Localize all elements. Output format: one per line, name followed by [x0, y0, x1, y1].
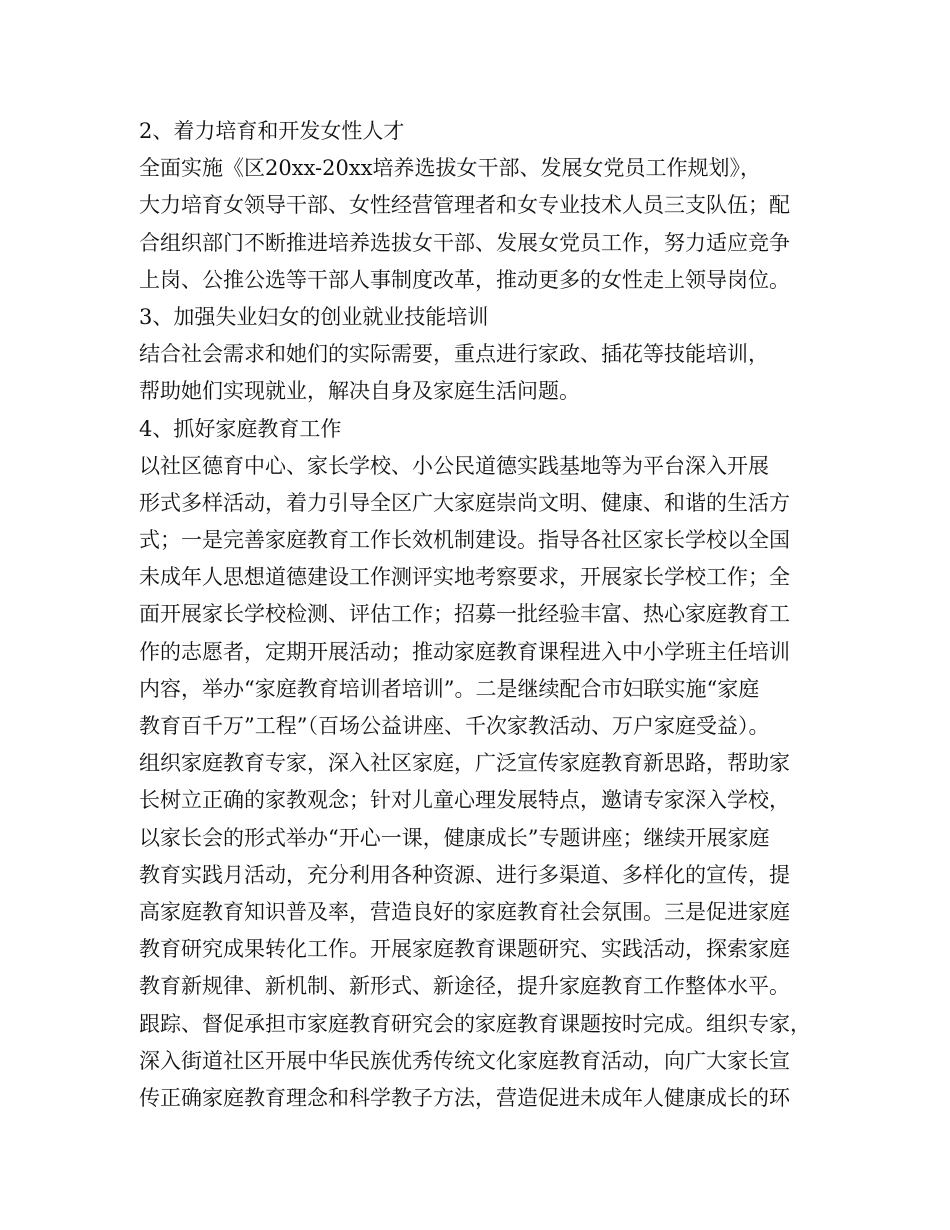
paragraph-line: 形式多样活动，着力引导全区广大家庭崇尚文明、健康、和谐的生活方	[139, 490, 790, 515]
paragraph-line: 上岗、公推公选等干部人事制度改革，推动更多的女性走上领导岗位。	[139, 267, 790, 292]
paragraph-line: 教育新规律、新机制、新形式、新途径，提升家庭教育工作整体水平。	[139, 974, 790, 999]
section-heading-2: 2、着力培育和开发女性人才	[139, 119, 405, 143]
paragraph-line: 深入街道社区开展中华民族优秀传统文化家庭教育活动，向广大家长宣	[139, 1048, 790, 1073]
paragraph-line: 教育百千万”工程”（百场公益讲座、千次家教活动、万户家庭受益）。	[139, 714, 770, 738]
paragraph-line: 帮助她们实现就业，解决自身及家庭生活问题。	[139, 379, 580, 404]
paragraph-line: 面开展家长学校检测、评估工作；招募一批经验丰富、热心家庭教育工	[139, 602, 790, 627]
paragraph-line: 结合社会需求和她们的实际需要，重点进行家政、插花等技能培训，	[139, 342, 769, 367]
paragraph-line: 合组织部门不断推进培养选拔女干部、发展女党员工作，努力适应竞争	[139, 230, 790, 255]
paragraph-line: 传正确家庭教育理念和科学教子方法，营造促进未成年人健康成长的环	[139, 1085, 790, 1110]
paragraph-line: 跟踪、督促承担市家庭教育研究会的家庭教育课题按时完成。组织专家，	[139, 1011, 811, 1036]
paragraph-line: 未成年人思想道德建设工作测评实地考察要求，开展家长学校工作；全	[139, 565, 790, 590]
paragraph-line: 组织家庭教育专家，深入社区家庭，广泛宣传家庭教育新思路，帮助家	[139, 751, 790, 776]
paragraph-line: 全面实施《区20xx-20xx培养选拔女干部、发展女党员工作规划》，	[139, 156, 762, 181]
paragraph-line: 以社区德育中心、家长学校、小公民道德实践基地等为平台深入开展	[139, 453, 769, 478]
paragraph-line: 内容，举办“家庭教育培训者培训”。二是继续配合市妇联实施“家庭	[139, 676, 760, 701]
paragraph-line: 作的志愿者，定期开展活动；推动家庭教育课程进入中小学班主任培训	[139, 639, 790, 664]
document-body	[139, 113, 829, 1117]
paragraph-line: 大力培育女领导干部、女性经营管理者和女专业技术人员三支队伍；配	[139, 193, 790, 218]
paragraph-line: 高家庭教育知识普及率，营造良好的家庭教育社会氛围。三是促进家庭	[139, 899, 790, 924]
paragraph-line: 式；一是完善家庭教育工作长效机制建设。指导各社区家长学校以全国	[139, 528, 790, 553]
section-heading-4: 4、抓好家庭教育工作	[139, 416, 342, 441]
section-heading-3: 3、加强失业妇女的创业就业技能培训	[139, 304, 489, 329]
paragraph-line: 教育实践月活动，充分利用各种资源、进行多渠道、多样化的宣传，提	[139, 862, 790, 887]
paragraph-line: 教育研究成果转化工作。开展家庭教育课题研究、实践活动，探索家庭	[139, 937, 790, 962]
paragraph-line: 长树立正确的家教观念；针对儿童心理发展特点，邀请专家深入学校，	[139, 788, 790, 813]
paragraph-line: 以家长会的形式举办“开心一课，健康成长”专题讲座；继续开展家庭	[139, 825, 770, 850]
